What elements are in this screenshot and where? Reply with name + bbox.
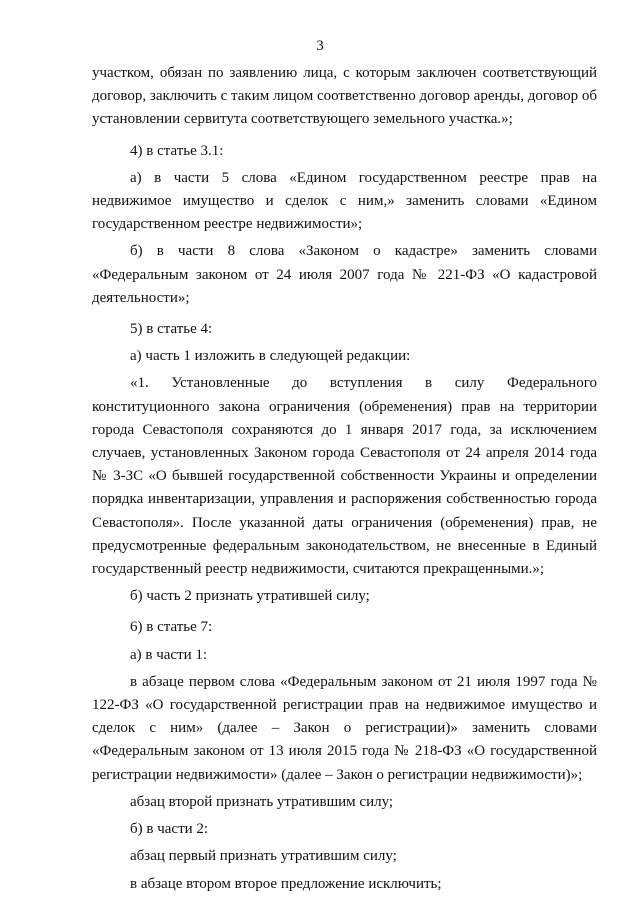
- page-number: 3: [316, 38, 324, 54]
- paragraph-item-6a: а) в части 1:: [130, 646, 208, 663]
- paragraph-continuation: участком, обязан по заявлению лица, с которым заключен соответствующий договор, заключить с таким лицом соответственно договор аренды, договор об установлении сервитута соответствующего земельного участка.»;: [92, 65, 597, 128]
- paragraph-item-5b: б) часть 2 признать утратившей силу;: [130, 588, 370, 605]
- paragraph-item-5a: а) часть 1 изложить в следующей редакции:: [130, 348, 411, 365]
- paragraph-quoted-part-1: «1. Установленные до вступления в силу Федерального конституционного закона ограничения (обременения) прав на территории города Севастополя сохраняются до 1 января 2017 года, за исключением случаев, установленных Законом города Севастополя от 24 апреля 2014 года № 3-ЗС «О бывшей государственной собственности Украины и определении порядка инвентаризации, управления и распоряжения собственностью города Севастополя». После указанной даты ограничения (обременения) прав, не предусмотренные федеральным законодательством, не внесенные в Единый государственный реестр недвижимости, считаются прекращенными.»;: [92, 375, 597, 578]
- paragraph-item-6b: б) в части 2:: [130, 821, 209, 838]
- paragraph-item-5: 5) в статье 4:: [130, 321, 213, 338]
- paragraph-item-6a-first-abzac: в абзаце первом слова «Федеральным законом от 21 июля 1997 года № 122-ФЗ «О государственной регистрации прав на недвижимое имущество и сделок с ним» (далее – Закон о регистрации)» заменить словами «Федеральным законом от 13 июля 2015 года № 218-ФЗ «О государственной регистрации недвижимости» (далее – Закон о регистрации недвижимости)»;: [92, 673, 597, 783]
- paragraph-item-4a: а) в части 5 слова «Едином государственном реестре прав на недвижимое имущество и сделок с ним,» заменить словами «Едином государственном реестре недвижимости»;: [92, 169, 597, 233]
- paragraph-item-6b-second-abzac: в абзаце втором второе предложение исключить;: [130, 875, 442, 892]
- paragraph-item-4b: б) в части 8 слова «Законом о кадастре» заменить словами «Федеральным законом от 24 июля 2007 года № 221-ФЗ «О кадастровой деятельности»;: [92, 243, 597, 306]
- paragraph-item-6a-second-abzac: абзац второй признать утратившим силу;: [130, 793, 394, 810]
- paragraph-item-6: 6) в статье 7:: [130, 619, 213, 636]
- paragraph-item-4: 4) в статье 3.1:: [130, 142, 224, 159]
- document-body: [92, 62, 597, 896]
- paragraph-item-6b-first-abzac: абзац первый признать утратившим силу;: [130, 848, 397, 865]
